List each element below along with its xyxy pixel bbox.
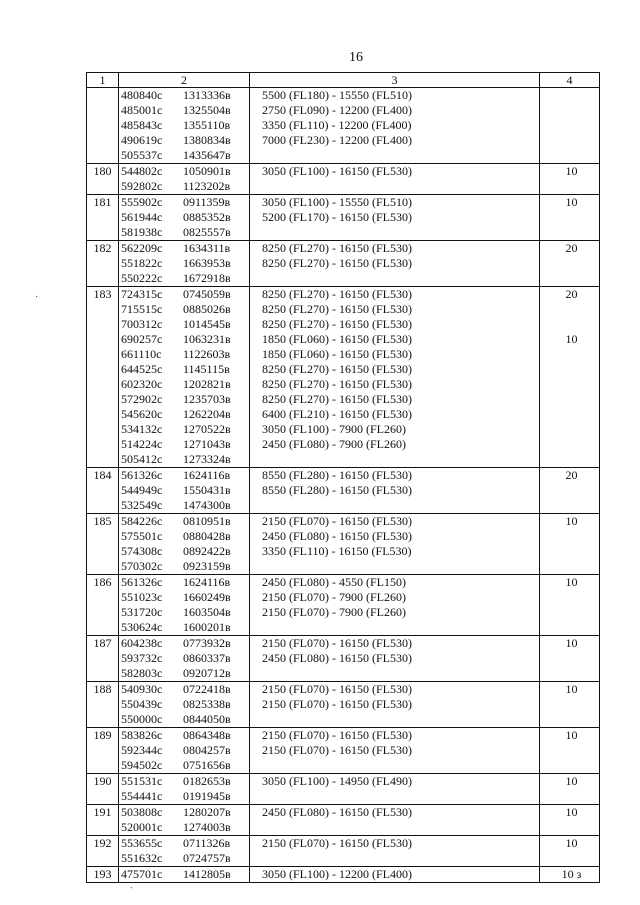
value: 20 xyxy=(565,241,578,255)
longitude: 0885026в xyxy=(183,302,231,316)
latitude: 570302с xyxy=(121,559,163,573)
coordinate-pair xyxy=(121,590,249,605)
latitude: 575501с xyxy=(121,529,163,543)
coordinates-cell xyxy=(119,728,250,774)
latitude: 505537с xyxy=(121,148,163,162)
header-col-1: 1 xyxy=(87,73,119,88)
value-cell xyxy=(540,287,600,468)
altitude-range: 3050 (FL100) - 14950 (FL490) xyxy=(262,774,412,788)
coordinate-pair xyxy=(121,712,249,727)
coordinates-cell xyxy=(119,241,250,287)
longitude: 0804257в xyxy=(183,743,231,757)
coordinate-pair xyxy=(121,287,249,302)
altitude-range: 7000 (FL230) - 12200 (FL400) xyxy=(262,133,412,147)
coordinate-pair xyxy=(121,789,249,804)
row-number: 180 xyxy=(87,164,119,195)
longitude: 1271043в xyxy=(183,437,231,451)
coordinate-pair xyxy=(121,544,249,559)
table-row xyxy=(87,468,600,514)
altitude-range: 2150 (FL070) - 16150 (FL530) xyxy=(262,682,412,696)
altitude-range: 2450 (FL080) - 16150 (FL530) xyxy=(262,529,412,543)
page-number: 16 xyxy=(349,50,363,65)
longitude: 0722418в xyxy=(183,682,231,696)
latitude: 715515с xyxy=(121,302,163,316)
row-number: 183 xyxy=(87,287,119,468)
value: 10 xyxy=(565,164,578,178)
value-cell xyxy=(540,682,600,728)
longitude: 1355110в xyxy=(183,118,231,132)
coordinate-pair xyxy=(121,836,249,851)
coordinate-pair xyxy=(121,437,249,452)
coordinate-pair xyxy=(121,468,249,483)
coordinate-pair xyxy=(121,805,249,820)
coordinate-pair xyxy=(121,605,249,620)
altitude-range: 6400 (FL210) - 16150 (FL530) xyxy=(262,407,412,421)
coordinate-pair xyxy=(121,483,249,498)
latitude: 561326с xyxy=(121,468,163,482)
altitude-range-cell xyxy=(250,514,540,575)
coordinates-cell xyxy=(119,774,250,805)
value-cell xyxy=(540,575,600,636)
altitude-range: 8550 (FL280) - 16150 (FL530) xyxy=(262,468,412,482)
longitude: 0745059в xyxy=(183,287,231,301)
longitude: 1313336в xyxy=(183,88,231,102)
longitude: 1273324в xyxy=(183,452,231,466)
latitude: 553655с xyxy=(121,836,163,850)
value-cell xyxy=(540,195,600,241)
altitude-range-cell xyxy=(250,682,540,728)
row-number xyxy=(87,88,119,164)
latitude: 551632с xyxy=(121,851,163,865)
altitude-range: 1850 (FL060) - 16150 (FL530) xyxy=(262,332,412,346)
row-number: 181 xyxy=(87,195,119,241)
latitude: 562209с xyxy=(121,241,163,255)
longitude: 1435647в xyxy=(183,148,231,162)
coordinate-pair xyxy=(121,697,249,712)
longitude: 0191945в xyxy=(183,789,231,803)
coordinate-pair xyxy=(121,867,249,882)
latitude: 644525с xyxy=(121,362,163,376)
longitude: 0892422в xyxy=(183,544,231,558)
row-number: 185 xyxy=(87,514,119,575)
coordinate-pair xyxy=(121,651,249,666)
value: 10 xyxy=(565,774,578,788)
altitude-range: 3050 (FL100) - 15550 (FL510) xyxy=(262,195,412,209)
altitude-range-cell xyxy=(250,728,540,774)
scan-dot: ˎ xyxy=(130,878,134,889)
altitude-range-cell xyxy=(250,164,540,195)
latitude: 561944с xyxy=(121,210,163,224)
header-col-3: 3 xyxy=(250,73,540,88)
longitude: 1274003в xyxy=(183,820,231,834)
table-row xyxy=(87,88,600,164)
table-header-row xyxy=(87,73,600,88)
value: 20 xyxy=(565,287,578,301)
longitude: 1063231в xyxy=(183,332,231,346)
coordinates-cell xyxy=(119,836,250,867)
altitude-range: 2450 (FL080) - 4550 (FL150) xyxy=(262,575,406,589)
coordinate-pair xyxy=(121,529,249,544)
value: 10 xyxy=(565,514,578,528)
value-cell xyxy=(540,774,600,805)
row-number: 184 xyxy=(87,468,119,514)
latitude: 550222с xyxy=(121,271,163,285)
longitude: 0911359в xyxy=(183,195,231,209)
row-number: 193 xyxy=(87,867,119,883)
latitude: 581938с xyxy=(121,225,163,239)
altitude-range: 8250 (FL270) - 16150 (FL530) xyxy=(262,256,412,270)
airspace-table xyxy=(86,72,600,883)
coordinate-pair xyxy=(121,148,249,163)
table-row xyxy=(87,241,600,287)
value-cell xyxy=(540,867,600,883)
table-row xyxy=(87,514,600,575)
coordinate-pair xyxy=(121,514,249,529)
longitude: 1474300в xyxy=(183,498,231,512)
latitude: 503808с xyxy=(121,805,163,819)
coordinate-pair xyxy=(121,164,249,179)
altitude-range-cell xyxy=(250,88,540,164)
altitude-range: 8250 (FL270) - 16150 (FL530) xyxy=(262,362,412,376)
coordinate-pair xyxy=(121,103,249,118)
coordinate-pair xyxy=(121,256,249,271)
altitude-range: 2150 (FL070) - 16150 (FL530) xyxy=(262,836,412,850)
table-row xyxy=(87,575,600,636)
longitude: 1202821в xyxy=(183,377,231,391)
altitude-range-cell xyxy=(250,468,540,514)
altitude-range: 3050 (FL100) - 16150 (FL530) xyxy=(262,164,412,178)
header-col-2: 2 xyxy=(119,73,250,88)
coordinate-pair xyxy=(121,392,249,407)
latitude: 583826с xyxy=(121,728,163,742)
latitude: 574308с xyxy=(121,544,163,558)
value: 10 xyxy=(565,805,578,819)
altitude-range-cell xyxy=(250,836,540,867)
coordinate-pair xyxy=(121,88,249,103)
coordinates-cell xyxy=(119,164,250,195)
coordinates-cell xyxy=(119,682,250,728)
altitude-range: 3050 (FL100) - 12200 (FL400) xyxy=(262,867,412,881)
longitude: 1624116в xyxy=(183,468,231,482)
latitude: 550439с xyxy=(121,697,163,711)
latitude: 661110с xyxy=(121,347,162,361)
latitude: 532549с xyxy=(121,498,163,512)
latitude: 584226с xyxy=(121,514,163,528)
latitude: 554441с xyxy=(121,789,163,803)
altitude-range: 2450 (FL080) - 16150 (FL530) xyxy=(262,651,412,665)
latitude: 485001с xyxy=(121,103,163,117)
latitude: 690257с xyxy=(121,332,163,346)
scan-dot: · xyxy=(35,292,39,303)
longitude: 1235703в xyxy=(183,392,231,406)
coordinates-cell xyxy=(119,468,250,514)
coordinates-cell xyxy=(119,867,250,883)
value-cell xyxy=(540,164,600,195)
value: 10 xyxy=(565,195,578,209)
longitude: 0864348в xyxy=(183,728,231,742)
latitude: 545620с xyxy=(121,407,163,421)
value: 10 з xyxy=(561,867,582,881)
longitude: 1325504в xyxy=(183,103,231,117)
altitude-range: 2150 (FL070) - 7900 (FL260) xyxy=(262,590,406,604)
coordinate-pair xyxy=(121,179,249,194)
longitude: 1550431в xyxy=(183,483,231,497)
latitude: 514224с xyxy=(121,437,163,451)
altitude-range: 8250 (FL270) - 16150 (FL530) xyxy=(262,302,412,316)
coordinate-pair xyxy=(121,820,249,835)
value: 20 xyxy=(565,468,578,482)
latitude: 530624с xyxy=(121,620,163,634)
coordinate-pair xyxy=(121,210,249,225)
latitude: 593732с xyxy=(121,651,163,665)
latitude: 490619с xyxy=(121,133,163,147)
coordinate-pair xyxy=(121,682,249,697)
table-row xyxy=(87,728,600,774)
longitude: 0825557в xyxy=(183,225,231,239)
row-number: 182 xyxy=(87,241,119,287)
longitude: 0724757в xyxy=(183,851,231,865)
altitude-range: 8250 (FL270) - 16150 (FL530) xyxy=(262,317,412,331)
longitude: 1123202в xyxy=(183,179,231,193)
latitude: 480840с xyxy=(121,88,163,102)
latitude: 485843с xyxy=(121,118,163,132)
latitude: 594502с xyxy=(121,758,163,772)
coordinate-pair xyxy=(121,377,249,392)
row-number: 188 xyxy=(87,682,119,728)
coordinate-pair xyxy=(121,271,249,286)
altitude-range: 2450 (FL080) - 16150 (FL530) xyxy=(262,805,412,819)
coordinate-pair xyxy=(121,498,249,513)
longitude: 1262204в xyxy=(183,407,231,421)
latitude: 544949с xyxy=(121,483,163,497)
latitude: 561326с xyxy=(121,575,163,589)
table-row xyxy=(87,164,600,195)
row-number: 192 xyxy=(87,836,119,867)
value: 10 xyxy=(565,682,578,696)
longitude: 0825338в xyxy=(183,697,231,711)
row-number: 187 xyxy=(87,636,119,682)
table-row xyxy=(87,836,600,867)
table-row xyxy=(87,682,600,728)
latitude: 555902с xyxy=(121,195,163,209)
latitude: 592344с xyxy=(121,743,163,757)
latitude: 550000с xyxy=(121,712,163,726)
altitude-range: 8250 (FL270) - 16150 (FL530) xyxy=(262,392,412,406)
longitude: 1122603в xyxy=(183,347,231,361)
altitude-range: 2150 (FL070) - 16150 (FL530) xyxy=(262,697,412,711)
table-row xyxy=(87,287,600,468)
longitude: 1603504в xyxy=(183,605,231,619)
coordinate-pair xyxy=(121,758,249,773)
longitude: 1145115в xyxy=(183,362,230,376)
value: 10 xyxy=(565,575,578,589)
latitude: 551023с xyxy=(121,590,163,604)
altitude-range-cell xyxy=(250,774,540,805)
longitude: 0860337в xyxy=(183,651,231,665)
altitude-range: 8250 (FL270) - 16150 (FL530) xyxy=(262,241,412,255)
latitude: 604238с xyxy=(121,636,163,650)
value-cell xyxy=(540,728,600,774)
table-body xyxy=(87,88,600,883)
latitude: 475701с xyxy=(121,867,163,881)
value: 10 xyxy=(565,636,578,650)
value-cell xyxy=(540,836,600,867)
coordinate-pair xyxy=(121,317,249,332)
table-row xyxy=(87,636,600,682)
coordinate-pair xyxy=(121,118,249,133)
altitude-range: 3050 (FL100) - 7900 (FL260) xyxy=(262,422,406,436)
longitude: 1412805в xyxy=(183,867,231,881)
coordinate-pair xyxy=(121,620,249,635)
coordinate-pair xyxy=(121,332,249,347)
row-number: 190 xyxy=(87,774,119,805)
altitude-range: 8550 (FL280) - 16150 (FL530) xyxy=(262,483,412,497)
latitude: 551822с xyxy=(121,256,163,270)
coordinates-cell xyxy=(119,805,250,836)
coordinate-pair xyxy=(121,422,249,437)
latitude: 551531с xyxy=(121,774,163,788)
longitude: 0885352в xyxy=(183,210,231,224)
longitude: 1634311в xyxy=(183,241,231,255)
latitude: 520001с xyxy=(121,820,163,834)
coordinate-pair xyxy=(121,407,249,422)
coordinate-pair xyxy=(121,362,249,377)
table-row xyxy=(87,195,600,241)
altitude-range-cell xyxy=(250,241,540,287)
altitude-range: 8250 (FL270) - 16150 (FL530) xyxy=(262,377,412,391)
longitude: 0773932в xyxy=(183,636,231,650)
latitude: 544802с xyxy=(121,164,163,178)
latitude: 540930с xyxy=(121,682,163,696)
coordinates-cell xyxy=(119,514,250,575)
altitude-range: 2750 (FL090) - 12200 (FL400) xyxy=(262,103,412,117)
coordinate-pair xyxy=(121,452,249,467)
longitude: 0844050в xyxy=(183,712,231,726)
altitude-range-cell xyxy=(250,287,540,468)
altitude-range-cell xyxy=(250,805,540,836)
latitude: 700312с xyxy=(121,317,163,331)
value xyxy=(544,317,599,332)
altitude-range-cell xyxy=(250,195,540,241)
coordinates-cell xyxy=(119,287,250,468)
header-col-4: 4 xyxy=(540,73,600,88)
longitude: 1660249в xyxy=(183,590,231,604)
longitude: 1624116в xyxy=(183,575,231,589)
coordinates-cell xyxy=(119,195,250,241)
longitude: 1380834в xyxy=(183,133,231,147)
coordinates-cell xyxy=(119,575,250,636)
latitude: 582803с xyxy=(121,666,163,680)
coordinate-pair xyxy=(121,851,249,866)
altitude-range-cell xyxy=(250,636,540,682)
value-cell xyxy=(540,514,600,575)
coordinates-cell xyxy=(119,88,250,164)
longitude: 0751656в xyxy=(183,758,231,772)
row-number: 189 xyxy=(87,728,119,774)
altitude-range: 3350 (FL110) - 16150 (FL530) xyxy=(262,544,412,558)
latitude: 602320с xyxy=(121,377,163,391)
longitude: 1014545в xyxy=(183,317,231,331)
altitude-range: 1850 (FL060) - 16150 (FL530) xyxy=(262,347,412,361)
altitude-range: 2450 (FL080) - 7900 (FL260) xyxy=(262,437,406,451)
coordinate-pair xyxy=(121,133,249,148)
table-row xyxy=(87,774,600,805)
value-cell xyxy=(540,88,600,164)
coordinate-pair xyxy=(121,225,249,240)
latitude: 505412с xyxy=(121,452,163,466)
longitude: 1663953в xyxy=(183,256,231,270)
longitude: 0182653в xyxy=(183,774,231,788)
coordinate-pair xyxy=(121,774,249,789)
latitude: 572902с xyxy=(121,392,163,406)
value-cell xyxy=(540,636,600,682)
altitude-range: 2150 (FL070) - 16150 (FL530) xyxy=(262,743,412,757)
value: 10 xyxy=(565,332,578,346)
altitude-range-cell xyxy=(250,575,540,636)
altitude-range: 5200 (FL170) - 16150 (FL530) xyxy=(262,210,412,224)
value xyxy=(544,302,599,317)
longitude: 0923159в xyxy=(183,559,231,573)
latitude: 724315с xyxy=(121,287,163,301)
altitude-range: 3350 (FL110) - 12200 (FL400) xyxy=(262,118,412,132)
longitude: 1050901в xyxy=(183,164,231,178)
coordinate-pair xyxy=(121,241,249,256)
coordinate-pair xyxy=(121,347,249,362)
longitude: 1672918в xyxy=(183,271,231,285)
value: 10 xyxy=(565,728,578,742)
coordinate-pair xyxy=(121,728,249,743)
coordinate-pair xyxy=(121,302,249,317)
latitude: 592802с xyxy=(121,179,163,193)
altitude-range: 2150 (FL070) - 16150 (FL530) xyxy=(262,728,412,742)
value-cell xyxy=(540,241,600,287)
latitude: 534132с xyxy=(121,422,163,436)
altitude-range: 2150 (FL070) - 16150 (FL530) xyxy=(262,636,412,650)
value-cell xyxy=(540,468,600,514)
longitude: 0810951в xyxy=(183,514,231,528)
longitude: 1600201в xyxy=(183,620,231,634)
coordinate-pair xyxy=(121,743,249,758)
coordinates-cell xyxy=(119,636,250,682)
altitude-range: 5500 (FL180) - 15550 (FL510) xyxy=(262,88,412,102)
longitude: 0880428в xyxy=(183,529,231,543)
table-row xyxy=(87,805,600,836)
longitude: 0711326в xyxy=(183,836,231,850)
latitude: 531720с xyxy=(121,605,163,619)
row-number: 191 xyxy=(87,805,119,836)
longitude: 1280207в xyxy=(183,805,231,819)
coordinate-pair xyxy=(121,636,249,651)
row-number: 186 xyxy=(87,575,119,636)
value: 10 xyxy=(565,836,578,850)
altitude-range: 8250 (FL270) - 16150 (FL530) xyxy=(262,287,412,301)
coordinate-pair xyxy=(121,195,249,210)
coordinate-pair xyxy=(121,559,249,574)
value-cell xyxy=(540,805,600,836)
altitude-range-cell xyxy=(250,867,540,883)
longitude: 1270522в xyxy=(183,422,231,436)
table-row xyxy=(87,867,600,883)
coordinate-pair xyxy=(121,575,249,590)
longitude: 0920712в xyxy=(183,666,231,680)
altitude-range: 2150 (FL070) - 16150 (FL530) xyxy=(262,514,412,528)
coordinate-pair xyxy=(121,666,249,681)
altitude-range: 2150 (FL070) - 7900 (FL260) xyxy=(262,605,406,619)
